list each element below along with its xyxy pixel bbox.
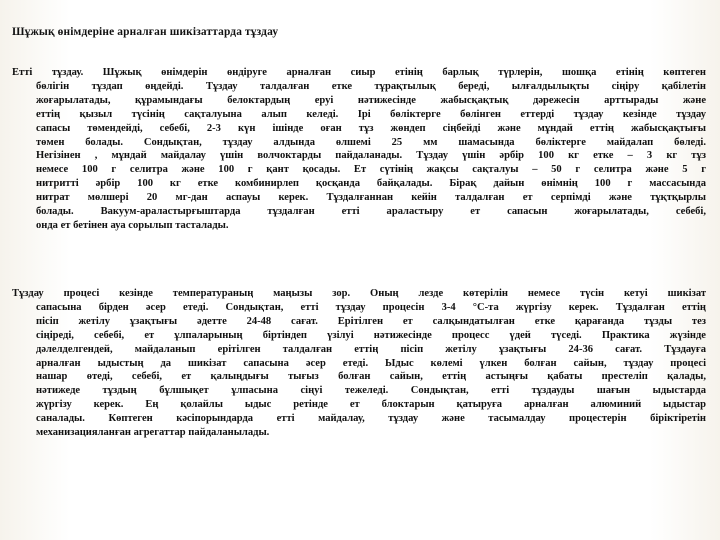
- paragraph-line: дәлелделгендей, майдаланып ерітілген талдалған еттің пісіп жетілу ұзақтығы 24-36 сағат. Тұздауға: [36, 343, 706, 355]
- paragraph-meat-salting: [12, 66, 706, 233]
- paragraph-line: жоғарылатады, құрамындағы белоктардың еруі нәтижесінде жабысқақтық дәрежесін арттырады және: [36, 94, 706, 106]
- paragraph-line: пісіп жетілу ұзақтығы әдетте 24-48 сағат. Ерітілген ет салқындатылған етке қарағанда тұзды тез: [36, 315, 706, 327]
- paragraph-line: нәтижеде тұздың бұлшықет ұлпасына сіңуі тежеледі. Сондықтан, етті тұздауды шағын ыдыстарда: [36, 385, 706, 397]
- paragraph-line: онда ет бетінен ауа сорылып тасталады.: [36, 219, 229, 231]
- paragraph-salting-process: [12, 287, 706, 440]
- paragraph-line: нашар өтеді, себебі, ет қалыңдығы тығыз болған сайын, еттің астыңғы қабаты престеліп қалады,: [36, 371, 706, 383]
- paragraph-line: сапасы төмендейді, себебі, 2-3 күн ішінде оған тұз жөндеп сіңбейді және мұндай еттің жабысқақтығы: [36, 122, 706, 134]
- paragraph-line: саналады. Көптеген кәсіпорындарда етті майдалау, тұздау және тасымалдау процестерін біріктіретін: [36, 413, 706, 425]
- paragraph-line: немесе 100 г селитра және 100 г қант қосады. Ет сүтінің жақсы сақталуы – 50 г селитра және 5 г: [36, 164, 706, 176]
- document-heading: Шұжық өнімдеріне арналған шикізаттарда тұздау: [12, 26, 279, 38]
- paragraph-line: нитрат мөлшері 20 мг-дан аспауы керек. Тұздалғаннан кейін талдалған ет серпімді және тұқтқырлы: [36, 192, 706, 204]
- paragraph-line: Етті тұздау. Шұжық өнімдерін өндіруге арналған сиыр етінің барлық түрлерін, шошқа етінің көптеген: [12, 67, 706, 78]
- paragraph-line: бөлігін тұздап өңдейді. Тұздау талдалған етке тұрақтылық береді, ылғалдылықты сіңіру қабілетін: [36, 80, 706, 92]
- paragraph-line: механизацияланған агрегаттар пайдаланылады.: [36, 427, 270, 439]
- paragraph-line: болады. Вакуум-араластырғыштарда тұздалған етті араластыру ет сапасын жоғарылатады, себебі,: [36, 206, 706, 218]
- paragraph-line: еттің қызыл түсінің сақталуына алып келеді. Ірі бөліктерге бөлінген еттерді тұздау кезінде тұздау: [36, 108, 706, 120]
- paragraph-line: жүргізу керек. Ең қолайлы ыдыс ретінде ет блоктарын қатыруға арналған алюминий ыдыстар: [36, 399, 706, 411]
- paragraph-line: сіңіреді, себебі, ет ұлпаларының біртіндеп үзілуі нәтижесінде процесс үдей түседі. Практика жүзінде: [36, 329, 706, 341]
- paragraph-line: Тұздау процесі кезінде температураның маңызы зор. Оның лезде көтерілін немесе түсін кетуі шикізат: [12, 288, 706, 299]
- paragraph-line: төмен болады. Сондықтан, тұздау алдында өлшемі 25 мм шамасында бөліктерге майдалап бөледі.: [36, 136, 706, 148]
- paragraph-line: сапасына бірден әсер етеді. Сондықтан, етті тұздау процесін 3-4 °С-та жүргізу керек. Тұздалған еттің: [36, 301, 706, 313]
- paragraph-line: арналған ыдыстың да шикізат сапасына әсер етеді. Ыдыс көлемі үлкен болған сайын, тұздау процесі: [36, 357, 706, 369]
- paragraph-line: Негізінен , мұндай майдалау үшін волчоктарды пайдаланады. Тұздау үшін әрбір 100 кг етке – 3 кг тұз: [36, 150, 706, 162]
- paragraph-line: нитритті әрбір 100 кг етке комбинирлеп қосқанда байқалады. Бірақ дайын өнімнің 100 г массасында: [36, 178, 706, 190]
